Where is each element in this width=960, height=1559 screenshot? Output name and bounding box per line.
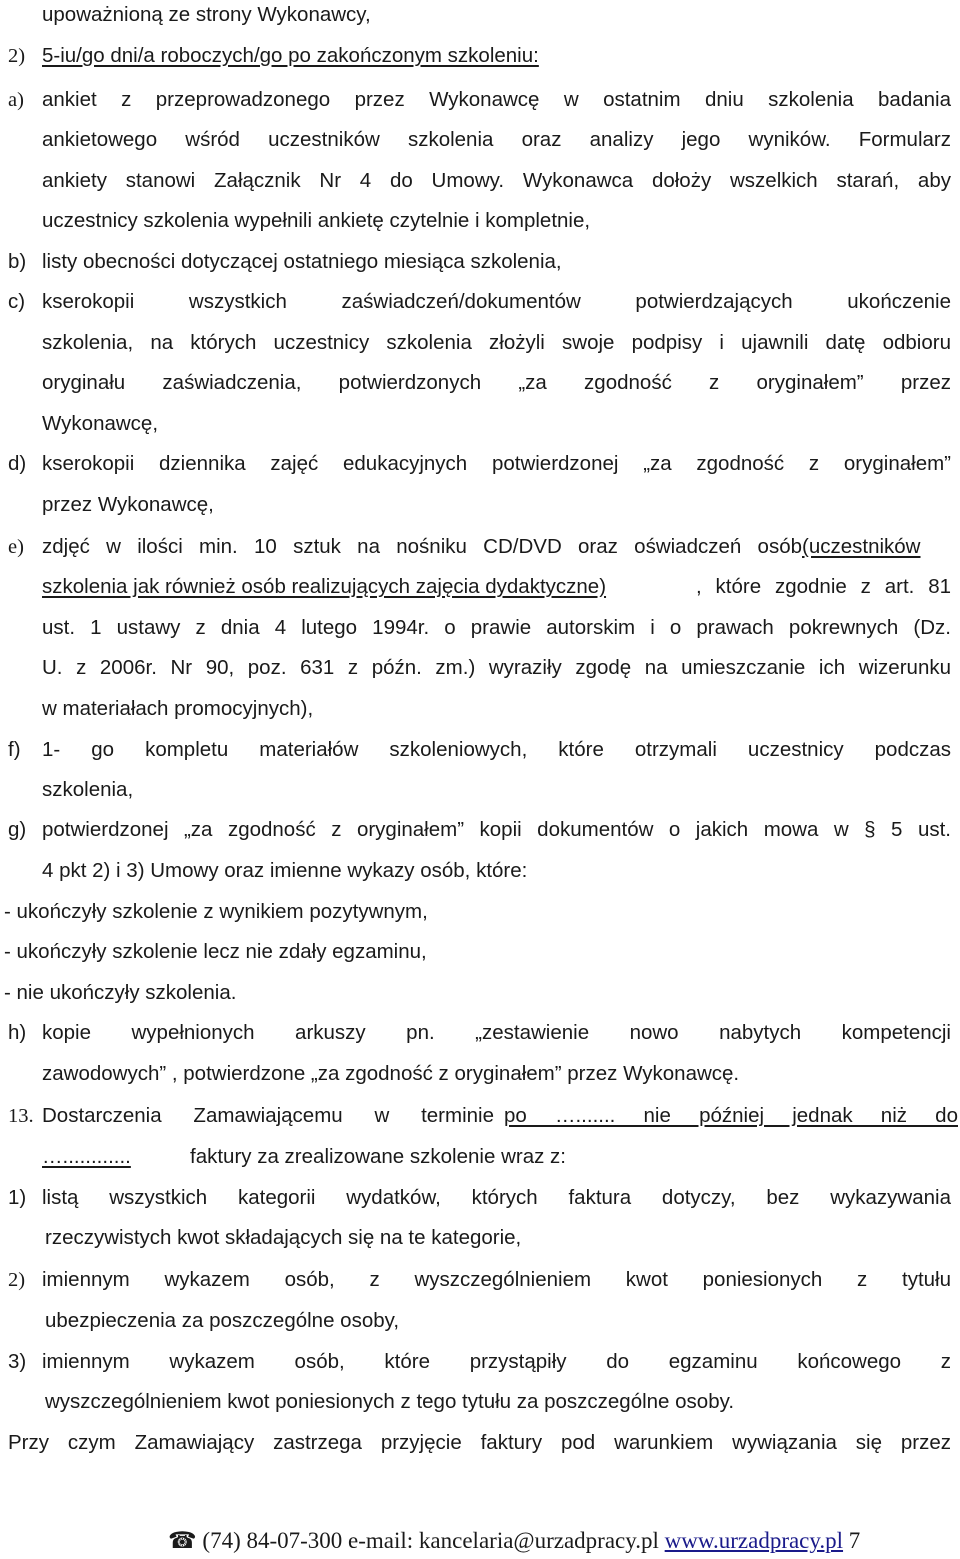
text-line: …............ — [42, 1145, 131, 1168]
text-line: oryginału zaświadczenia, potwierdzonych „za zgodność z oryginałem” przez — [42, 371, 951, 394]
list-marker: e) — [8, 536, 24, 558]
list-marker: f) — [8, 738, 21, 761]
list-marker: 3) — [8, 1350, 27, 1373]
text-line: U. z 2006r. Nr 90, poz. 631 z późn. zm.) wyraziły zgodę na umieszczanie ich wizerunku — [42, 656, 951, 679]
text-line: (uczestników — [802, 535, 921, 558]
website-link[interactable]: www.urzadpracy.pl — [664, 1528, 844, 1553]
text-line: ubezpieczenia za poszczególne osoby, — [45, 1309, 400, 1332]
text-line: ust. 1 ustawy z dnia 4 lutego 1994r. o prawie autorskim i o prawach pokrewnych (Dz. — [42, 616, 951, 639]
text-line: - nie ukończyły szkolenia. — [4, 981, 237, 1004]
text-line: faktury za zrealizowane szkolenie wraz z: — [190, 1145, 566, 1168]
text-line: w materiałach promocyjnych), — [42, 697, 314, 720]
text-line: - ukończyły szkolenie lecz nie zdały egzaminu, — [4, 940, 427, 963]
text-line: kserokopii wszystkich zaświadczeń/dokumentów potwierdzających ukończenie — [42, 290, 951, 313]
text-line: Dostarczenia Zamawiającemu w terminie — [42, 1104, 494, 1127]
page-footer — [168, 1527, 860, 1555]
text-line: rzeczywistych kwot składających się na te kategorie, — [45, 1226, 522, 1249]
list-marker: d) — [8, 452, 27, 475]
text-line: - ukończyły szkolenie z wynikiem pozytywnym, — [4, 900, 428, 923]
text-line: uczestnicy szkolenia wypełnili ankietę czytelnie i kompletnie, — [42, 209, 591, 232]
text-line: szkolenia, — [42, 778, 134, 801]
text-line: upoważnioną ze strony Wykonawcy, — [42, 3, 371, 26]
text-line: szkolenia jak również osób realizujących zajęcia dydaktyczne) — [42, 575, 607, 598]
text-line: imiennym wykazem osób, które przystąpiły do egzaminu końcowego z — [42, 1350, 951, 1373]
text-line: listą wszystkich kategorii wydatków, których faktura dotyczy, bez wykazywania — [42, 1186, 951, 1209]
text-line: Przy czym Zamawiający zastrzega przyjęcie faktury pod warunkiem wywiązania się przez — [8, 1431, 951, 1454]
text-line: , które zgodnie z art. 81 — [696, 575, 951, 598]
list-marker: h) — [8, 1021, 27, 1044]
text-line: imiennym wykazem osób, z wyszczególnieniem kwot poniesionych z tytułu — [42, 1268, 951, 1291]
text-line: zawodowych” , potwierdzone „za zgodność z oryginałem” przez Wykonawcę. — [42, 1062, 740, 1085]
phone-icon: ☎ — [168, 1528, 197, 1553]
list-marker: 2) — [8, 1269, 26, 1291]
text-line: kopie wypełnionych arkuszy pn. „zestawienie nowo nabytych kompetencji — [42, 1021, 951, 1044]
text-line: listy obecności dotyczącej ostatniego miesiąca szkolenia, — [42, 250, 562, 273]
text-line: wyszczególnieniem kwot poniesionych z tego tytułu za poszczególne osoby. — [45, 1390, 735, 1413]
list-marker: 13. — [8, 1105, 34, 1127]
list-marker: 2) — [8, 45, 26, 67]
text-line: Wykonawcę, — [42, 412, 159, 435]
text-line: zdjęć w ilości min. 10 sztuk na nośniku CD/DVD oraz oświadczeń osób — [42, 535, 802, 558]
text-line: 4 pkt 2) i 3) Umowy oraz imienne wykazy osób, które: — [42, 859, 528, 882]
text-line: ankiet z przeprowadzonego przez Wykonawcę w ostatnim dniu szkolenia badania — [42, 88, 951, 111]
list-marker: b) — [8, 250, 27, 273]
text-line: 5-iu/go dni/a roboczych/go po zakończonym szkoleniu: — [42, 44, 539, 67]
list-marker: 1) — [8, 1186, 27, 1209]
text-line: szkolenia, na których uczestnicy szkolenia złożyli swoje podpisy i ujawnili datę odbioru — [42, 331, 951, 354]
list-marker: g) — [8, 818, 27, 841]
text-line: ankiety stanowi Załącznik Nr 4 do Umowy. Wykonawca dołoży wszelkich starań, aby — [42, 169, 951, 192]
text-line: przez Wykonawcę, — [42, 493, 214, 516]
list-marker: c) — [8, 290, 26, 313]
text-line: 1- go kompletu materiałów szkoleniowych, które otrzymali uczestnicy podczas — [42, 738, 951, 761]
footer-contact: (74) 84-07-300 e-mail: kancelaria@urzadpracy.pl — [196, 1528, 665, 1553]
list-marker: a) — [8, 89, 24, 111]
text-line: ankietowego wśród uczestników szkolenia oraz analizy jego wyników. Formularz — [42, 128, 951, 151]
page-number: 7 — [843, 1528, 861, 1553]
text-line: kserokopii dziennika zajęć edukacyjnych potwierdzonej „za zgodność z oryginałem” — [42, 452, 951, 475]
text-line: po …....... nie później jednak niż do — [504, 1104, 958, 1127]
text-line: potwierdzonej „za zgodność z oryginałem” kopii dokumentów o jakich mowa w § 5 ust. — [42, 818, 951, 841]
